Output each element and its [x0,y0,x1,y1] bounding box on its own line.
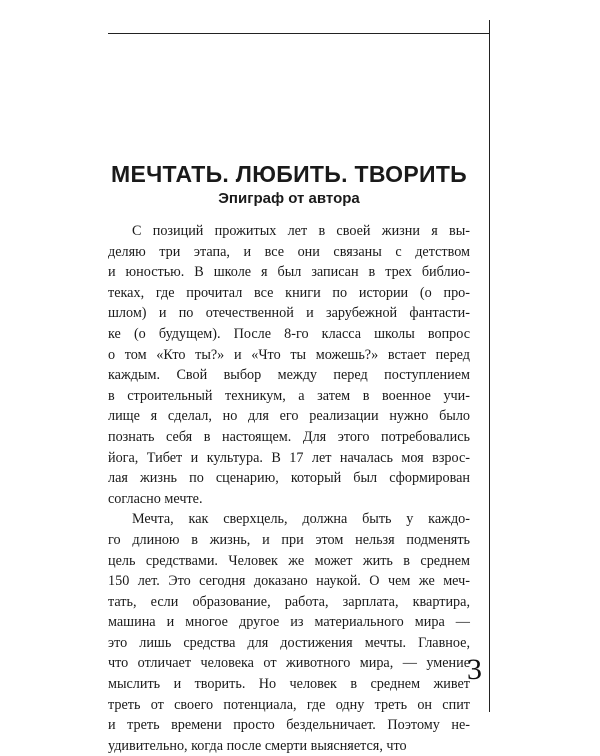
text-line: теках, где прочитал все книги по истории (о про- [108,284,470,301]
text-line: деляю три этапа, и все они связаны с детством [108,243,470,260]
text-line: йога, Тибет и культура. В 17 лет началась моя взрос- [108,449,470,466]
side-rule [489,20,490,712]
text-line: С позиций прожитых лет в своей жизни я вы- [132,223,470,239]
text-line: в строительный техникум, а затем в военное учи- [108,387,470,404]
text-line: и юностью. В школе я был записан в трех библио- [108,264,470,281]
text-line: о том «Кто ты?» и «Что ты можешь?» встает перед [108,346,470,363]
text-line: ке (о будущем). После 8-го класса школы вопрос [108,325,470,342]
text-line: познать себя в настоящем. Для этого потребовались [108,428,470,445]
text-line: мыслить и творить. Но человек в среднем живет [108,676,470,693]
text-line: лая жизнь по сценарию, который был сформирован [108,470,470,487]
text-line: что отличает человека от животного мира, — умение [108,655,470,672]
chapter-title: МЕЧТАТЬ. ЛЮБИТЬ. ТВОРИТЬ [111,161,467,187]
text-line: машина и многое другое из материального мира — [108,614,470,631]
text-line: шлом) и по отечественной и зарубежной фантасти- [108,305,470,322]
page-number: 3 [467,653,482,686]
text-line: и треть времени просто бездельничает. Поэтому не- [108,717,470,734]
text-line: тать, если образование, работа, зарплата, квартира, [108,593,470,610]
text-line: лище я сделал, но для его реализации нужно было [108,408,470,425]
text-line: треть от своего потенциала, где одну треть он спит [108,696,470,713]
paragraph [108,509,470,756]
text-line: 150 лет. Это сегодня доказано наукой. О чем же меч- [108,573,470,590]
text-line: каждым. Свой выбор между перед поступлением [108,367,470,384]
top-rule [108,33,490,34]
paragraph [108,221,470,509]
chapter-subtitle: Эпиграф от автора [218,190,360,207]
text-line: это лишь средства для достижения мечты. Главное, [108,634,470,651]
body-text [108,221,470,756]
text-line: согласно мечте. [108,490,203,507]
text-line: го длиною в жизнь, и при этом нельзя подменять [108,531,470,548]
text-line: удивительно, когда после смерти выясняется, что [108,737,407,754]
text-line: цель средствами. Человек же может жить в среднем [108,552,470,569]
text-line: Мечта, как сверхцель, должна быть у каждо- [132,511,470,528]
